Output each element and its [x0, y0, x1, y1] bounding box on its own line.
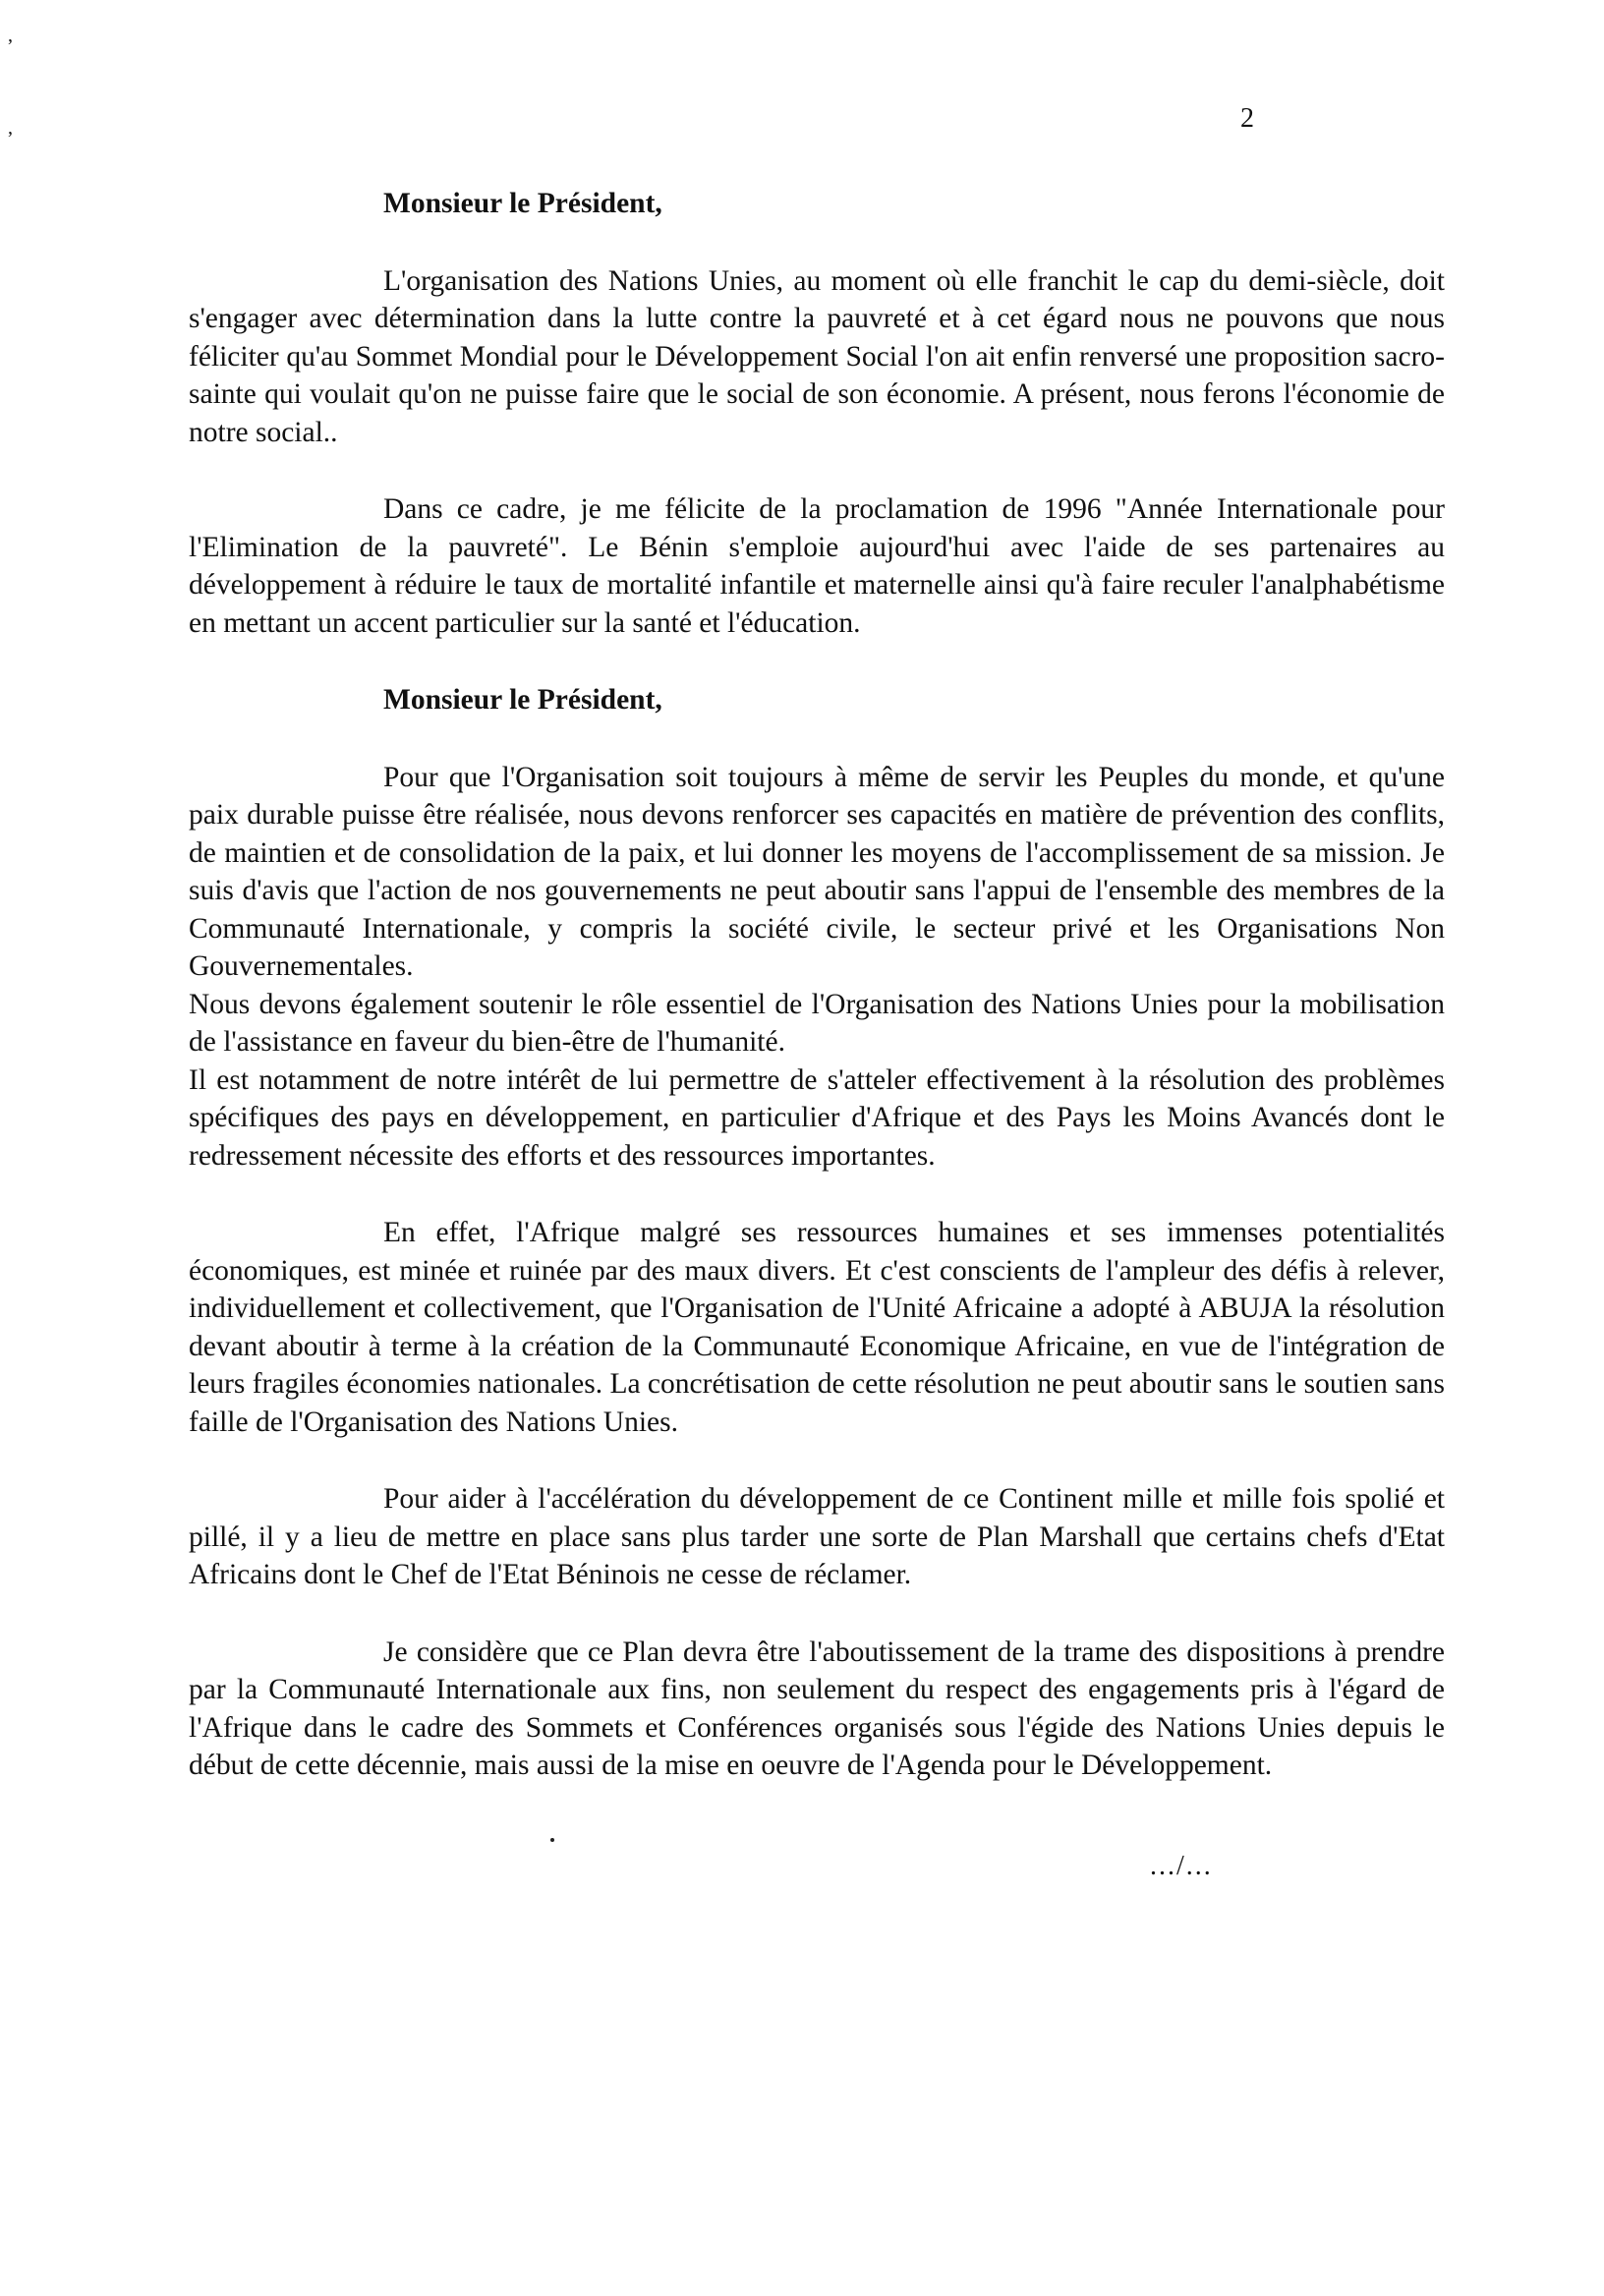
- salutation-2: Monsieur le Président,: [383, 684, 662, 716]
- paragraph: Dans ce cadre, je me félicite de la proclamation de 1996 "Année Internationale pour l'Elimination de la pauvreté". Le Bénin s'emploie aujourd'hui avec l'aide de ses partenaires au développement à réduire le taux de mortalité infantile et maternelle ainsi qu'à faire reculer l'analphabétisme en mettant un accent particulier sur la santé et l'éducation.: [189, 493, 1445, 639]
- margin-mark: ,: [8, 117, 13, 139]
- stray-dot: [550, 1838, 554, 1842]
- margin-mark: ,: [8, 25, 13, 46]
- paragraph: Nous devons également soutenir le rôle essentiel de l'Organisation des Nations Unies pour la mobilisation de l'assistance en faveur du bien-être de l'humanité.: [189, 988, 1445, 1058]
- paragraph: Pour aider à l'accélération du développement de ce Continent mille et mille fois spolié et pillé, il y a lieu de mettre en place sans plus tarder une sorte de Plan Marshall que certains chefs d'Etat Africains dont le Chef de l'Etat Béninois ne cesse de réclamer.: [189, 1483, 1445, 1590]
- page-number: 2: [1240, 103, 1254, 134]
- continuation-mark: .../...: [1150, 1851, 1213, 1881]
- paragraph: Il est notamment de notre intérêt de lui permettre de s'atteler effectivement à la résolution des problèmes spécifiques des pays en développement, en particulier d'Afrique et des Pays les Moins Avancés dont le redressement nécessite des efforts et des ressources importantes.: [189, 1063, 1445, 1172]
- paragraph: Pour que l'Organisation soit toujours à même de servir les Peuples du monde, et qu'une paix durable puisse être réalisée, nous devons renforcer ses capacités en matière de prévention des conflits, de maintien et de consolidation de la paix, et lui donner les moyens de l'accomplissement de sa mission. Je suis d'avis que l'action de nos gouvernements ne peut aboutir sans l'appui de l'ensemble des membres de la Communauté Internationale, y compris la société civile, le secteur privé et les Organisations Non Gouvernementales.: [189, 761, 1445, 982]
- paragraph: L'organisation des Nations Unies, au moment où elle franchit le cap du demi-siècle, doit s'engager avec détermination dans la lutte contre la pauvreté et à cet égard nous ne pouvons que nous féliciter qu'au Sommet Mondial pour le Développement Social l'on ait enfin renversé une proposition sacro-sainte qui voulait qu'on ne puisse faire que le social de son économie. A présent, nous ferons l'économie de notre social..: [189, 264, 1445, 448]
- paragraph: Je considère que ce Plan devra être l'aboutissement de la trame des dispositions à prendre par la Communauté Internationale aux fins, non seulement du respect des engagements pris à l'égard de l'Afrique dans le cadre des Sommets et Conférences organisés sous l'égide des Nations Unies depuis le début de cette décennie, mais aussi de la mise en oeuvre de l'Agenda pour le Développement.: [189, 1636, 1445, 1781]
- letter-body: [189, 185, 1445, 1785]
- paragraph: En effet, l'Afrique malgré ses ressources humaines et ses immenses potentialités économiques, est minée et ruinée par des maux divers. Et c'est conscients de l'ampleur des défis à relever, individuellement et collectivement, que l'Organisation de l'Unité Africaine a adopté à ABUJA la résolution devant aboutir à terme à la création de la Communauté Economique Africaine, en vue de l'intégration de leurs fragiles économies nationales. La concrétisation de cette résolution ne peut aboutir sans le soutien sans faille de l'Organisation des Nations Unies.: [189, 1217, 1445, 1438]
- salutation-1: Monsieur le Président,: [383, 188, 662, 219]
